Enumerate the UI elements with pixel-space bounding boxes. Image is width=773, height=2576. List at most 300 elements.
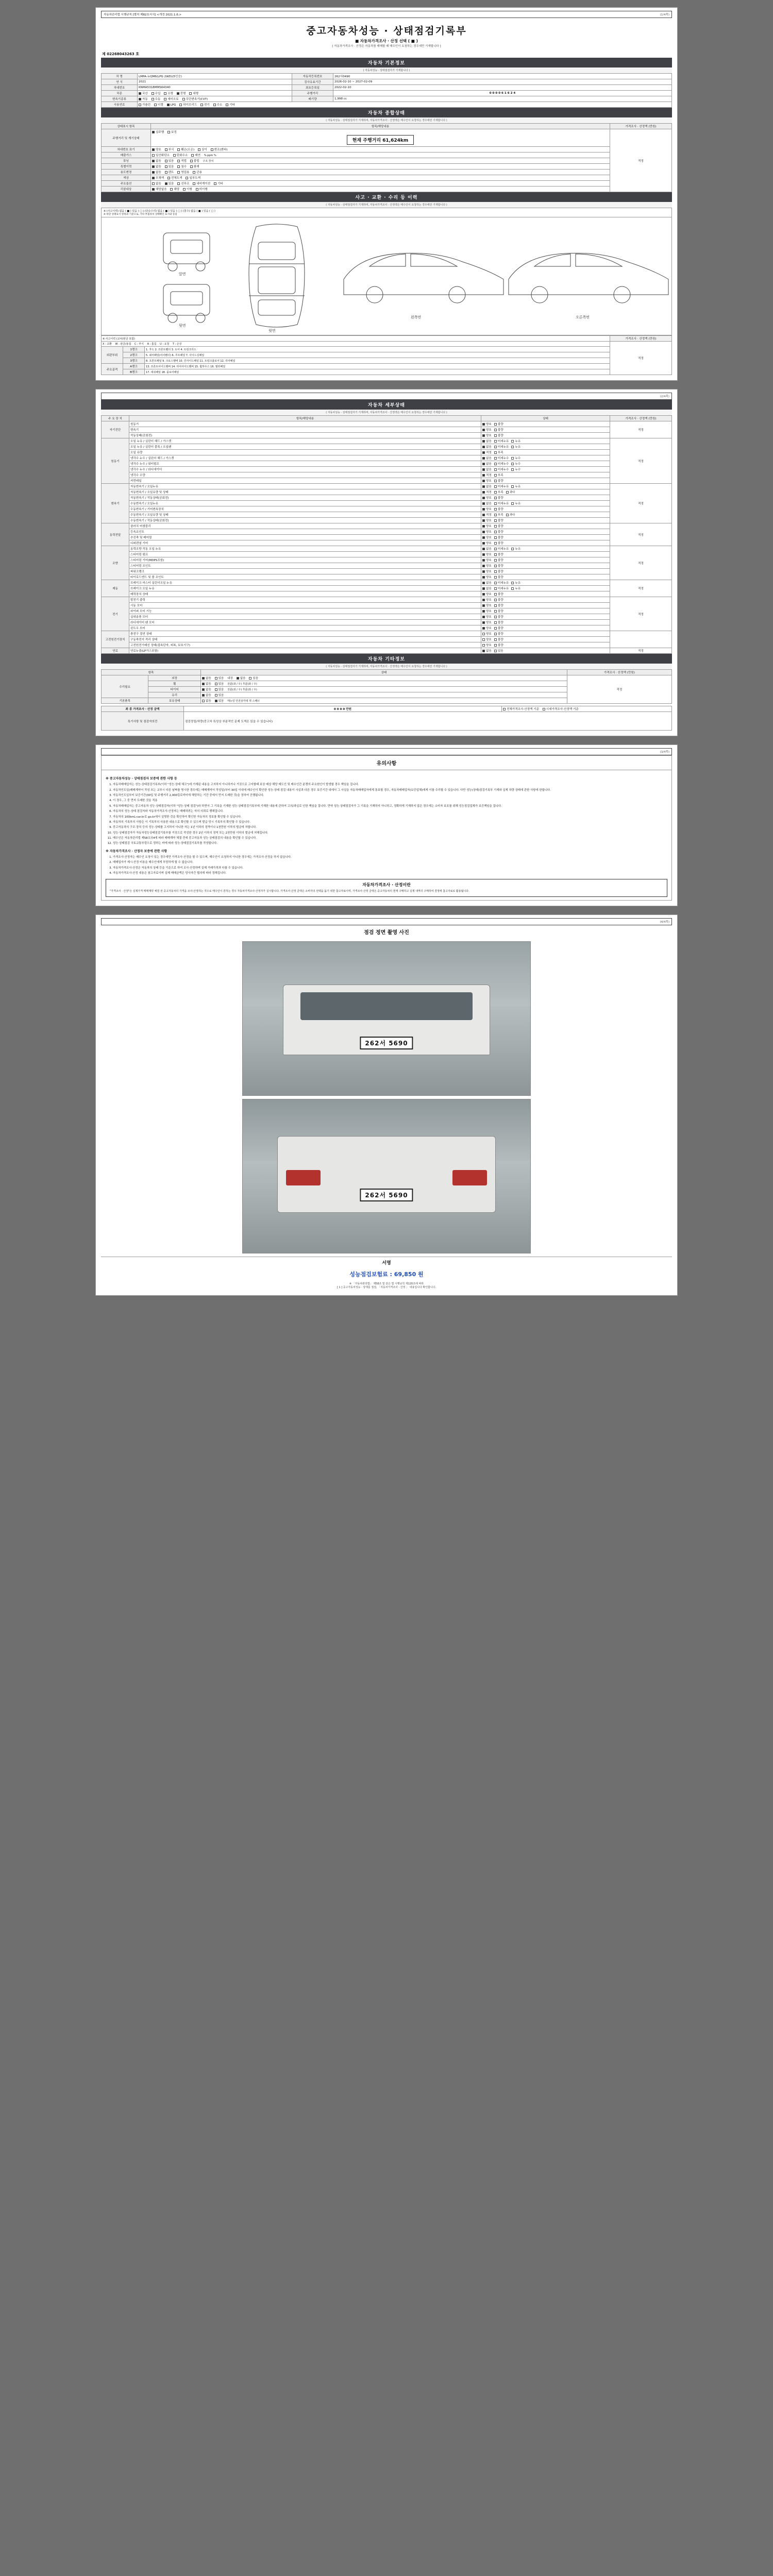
basis-option-1[interactable]: 전체가격조사·산정액 기준 xyxy=(503,707,539,711)
wheel-yes[interactable]: 있음 xyxy=(215,682,224,686)
tuning-option-illegal[interactable]: 불법 xyxy=(190,159,199,163)
checkbox-icon[interactable] xyxy=(494,633,497,635)
parts-group-outer: 외판부위 xyxy=(102,347,123,364)
detail-option-불량[interactable] xyxy=(494,518,503,522)
checkbox-icon[interactable] xyxy=(482,502,485,505)
detail-option-불량[interactable] xyxy=(494,592,503,596)
other-item-basic: 보유상태 xyxy=(148,698,201,704)
checkbox-icon[interactable] xyxy=(494,468,497,471)
exterior-none[interactable]: 없음 xyxy=(202,676,211,680)
checkbox-icon[interactable] xyxy=(511,463,514,465)
overall-row-emission xyxy=(102,152,672,158)
basis-option-2[interactable]: 시세가격조사·산정액 기준 xyxy=(543,707,579,711)
form-legal-strip xyxy=(101,11,672,18)
checkbox-icon[interactable] xyxy=(494,650,497,652)
checkbox-icon[interactable] xyxy=(482,638,485,641)
checkbox-icon[interactable] xyxy=(494,576,497,579)
detail-option-양호[interactable] xyxy=(482,422,492,426)
detail-option-불량[interactable] xyxy=(494,496,503,500)
detail-option-양호[interactable] xyxy=(482,541,492,545)
checkbox-icon[interactable] xyxy=(494,457,497,460)
checkbox-icon[interactable] xyxy=(482,587,485,590)
table-row xyxy=(102,642,672,648)
value-fuel xyxy=(138,102,672,108)
checkbox-icon[interactable] xyxy=(482,440,485,443)
checkbox-icon[interactable] xyxy=(482,621,485,624)
detail-option-미세누유[interactable] xyxy=(494,484,509,488)
detail-option-없음[interactable] xyxy=(482,445,492,449)
overall-value-color xyxy=(151,175,610,181)
checkbox-icon[interactable] xyxy=(482,514,485,516)
detail-option-양호[interactable] xyxy=(482,615,492,619)
detail-option-불량[interactable] xyxy=(494,603,503,607)
checkbox-icon[interactable] xyxy=(494,599,497,601)
checkbox-icon[interactable] xyxy=(494,542,497,545)
wheel-none[interactable]: 없음 xyxy=(202,682,211,686)
history-option-fire[interactable]: 화재 xyxy=(190,164,199,168)
table-row xyxy=(102,603,672,608)
value-plate: 262서0490 xyxy=(333,74,672,79)
checkbox-icon[interactable] xyxy=(511,457,514,460)
grade-option-compact[interactable]: 소형 xyxy=(164,91,173,95)
svg-text:뒷면: 뒷면 xyxy=(179,324,186,328)
detail-option-불량[interactable] xyxy=(494,575,503,579)
detail-option-누수[interactable] xyxy=(511,456,520,460)
overall-row-history xyxy=(102,164,672,170)
detail-option-불량[interactable] xyxy=(494,541,503,545)
checkbox-icon[interactable] xyxy=(482,468,485,471)
vin-option-diff[interactable]: 상이 xyxy=(198,147,207,151)
checkbox-icon[interactable] xyxy=(494,491,497,494)
checkbox-icon[interactable] xyxy=(494,644,497,647)
overall-row-tuning xyxy=(102,158,672,164)
usage-option-none[interactable]: 없음 xyxy=(152,170,161,174)
usage-option-gov[interactable]: 관용 xyxy=(193,170,202,174)
detail-option-있음[interactable] xyxy=(494,649,503,653)
option-navigation[interactable]: 내비게이션 xyxy=(193,181,210,185)
detail-option-미세누수[interactable] xyxy=(494,456,509,460)
checkbox-icon[interactable] xyxy=(506,514,509,516)
detail-option-부족[interactable] xyxy=(494,490,503,494)
detail-option-없음[interactable] xyxy=(482,467,492,471)
checkbox-icon[interactable] xyxy=(482,497,485,499)
checkbox-icon[interactable] xyxy=(482,429,485,431)
detail-option-양호[interactable] xyxy=(482,507,492,511)
detail-option-미세누유[interactable] xyxy=(494,547,509,551)
checkbox-icon[interactable] xyxy=(494,502,497,505)
checkbox-icon[interactable] xyxy=(494,451,497,454)
checkbox-icon[interactable] xyxy=(482,627,485,630)
detail-item-4-0: 동력조향 작동 오일 누유 xyxy=(129,546,481,552)
history-option-none[interactable]: 없음 xyxy=(152,164,161,168)
trans-option-manual[interactable]: 수동 xyxy=(152,97,161,101)
checkbox-icon[interactable] xyxy=(494,440,497,443)
checkbox-icon[interactable] xyxy=(482,434,485,437)
other-item-tire: 타이어 xyxy=(148,687,201,692)
option-none[interactable]: 없음 xyxy=(152,181,161,185)
detail-group-5: 제동 xyxy=(102,580,129,597)
detail-option-부족[interactable] xyxy=(494,473,503,477)
checkbox-icon[interactable] xyxy=(494,485,497,488)
detail-option-불량[interactable] xyxy=(494,564,503,568)
fuel-option-diesel[interactable]: 디젤 xyxy=(154,103,163,107)
detail-option-양호[interactable] xyxy=(482,598,492,602)
detail-option-미세누유[interactable] xyxy=(494,501,509,505)
detail-option-불량[interactable] xyxy=(494,524,503,528)
checkbox-icon[interactable] xyxy=(511,468,514,471)
detail-option-불량[interactable] xyxy=(494,507,503,511)
detail-option-양호[interactable] xyxy=(482,564,492,568)
checkbox-icon[interactable] xyxy=(494,610,497,613)
detail-option-과다[interactable] xyxy=(506,513,515,517)
detail-option-누유[interactable] xyxy=(511,581,520,585)
detail-option-불량[interactable] xyxy=(494,552,503,556)
detail-option-불량[interactable] xyxy=(494,615,503,619)
checkbox-icon[interactable] xyxy=(494,423,497,426)
checkbox-icon[interactable] xyxy=(494,536,497,539)
detail-option-불량[interactable] xyxy=(494,609,503,613)
recall-option-na[interactable]: 해당없음 xyxy=(152,187,167,191)
detail-option-불량[interactable] xyxy=(494,422,503,426)
fuel-option-electric[interactable]: 전기 xyxy=(200,103,210,107)
detail-option-누수[interactable] xyxy=(511,467,520,471)
detail-option-누유[interactable] xyxy=(511,547,520,551)
fuel-option-hydrogen[interactable]: 수소 xyxy=(213,103,223,107)
mileage-option-changed[interactable]: 보정 xyxy=(167,130,177,134)
checkbox-icon[interactable] xyxy=(511,485,514,488)
checkbox-icon[interactable] xyxy=(482,633,485,635)
type-option-domestic[interactable]: 국산 xyxy=(139,91,148,95)
checkbox-icon[interactable] xyxy=(482,559,485,562)
detail-option-label: 불량 xyxy=(497,604,503,607)
detail-option-불량[interactable] xyxy=(494,428,503,432)
option-etc[interactable]: 기타 xyxy=(214,181,223,185)
detail-option-미세누수[interactable] xyxy=(494,467,509,471)
detail-option-양호[interactable] xyxy=(482,609,492,613)
detail-option-label: 양호 xyxy=(486,576,492,579)
checkbox-icon[interactable] xyxy=(494,621,497,624)
detail-option-누유[interactable] xyxy=(511,484,520,488)
checkbox-icon[interactable] xyxy=(494,616,497,618)
color-option-full-repaint[interactable]: 전체도색 xyxy=(167,176,182,180)
checkbox-icon[interactable] xyxy=(482,593,485,596)
table-row xyxy=(102,529,672,535)
checkbox-icon[interactable] xyxy=(482,519,485,522)
checkbox-icon[interactable] xyxy=(482,616,485,618)
detail-option-적정[interactable] xyxy=(482,490,492,494)
detail-option-양호[interactable] xyxy=(482,626,492,630)
checkbox-icon[interactable] xyxy=(482,576,485,579)
detail-option-누유[interactable] xyxy=(511,439,520,443)
total-table xyxy=(101,706,672,731)
detail-price-8: 적정 xyxy=(610,648,672,654)
checkbox-icon[interactable] xyxy=(482,565,485,567)
detail-option-label: 없음 xyxy=(486,440,492,443)
checkbox-icon[interactable] xyxy=(482,463,485,465)
detail-option-불량[interactable] xyxy=(494,632,503,636)
vin-option-damage[interactable]: 훼손(오손) xyxy=(177,147,194,151)
checkbox-icon[interactable] xyxy=(494,587,497,590)
checkbox-icon[interactable] xyxy=(482,548,485,550)
recall-option-done[interactable]: 이행 xyxy=(183,187,192,191)
tire-yes[interactable]: 있음 xyxy=(215,687,224,691)
fuel-option-hybrid[interactable]: 하이브리드 xyxy=(179,103,197,107)
history-option-flood[interactable]: 침수 xyxy=(177,164,187,168)
checkbox-icon[interactable] xyxy=(494,497,497,499)
fee-value: 69,850 원 xyxy=(394,1270,424,1278)
detail-option-없음[interactable] xyxy=(482,649,492,653)
checkbox-icon[interactable] xyxy=(494,531,497,533)
detail-option-없음[interactable] xyxy=(482,501,492,505)
trans-option-cvt[interactable]: 무단변속기(CVT) xyxy=(182,97,208,101)
front-plate: 262서 5690 xyxy=(360,1037,413,1049)
detail-option-불량[interactable] xyxy=(494,535,503,539)
detail-option-없음[interactable] xyxy=(482,484,492,488)
basic-none[interactable]: 없음 xyxy=(202,699,211,703)
checkbox-icon[interactable] xyxy=(482,582,485,584)
checkbox-icon[interactable] xyxy=(494,638,497,641)
fuel-option-lpg[interactable]: LPG xyxy=(167,104,176,107)
detail-option-과다[interactable] xyxy=(506,490,515,494)
checkbox-icon[interactable] xyxy=(511,502,514,505)
detail-option-불량[interactable] xyxy=(494,643,503,647)
vin-option-corrosion[interactable]: 부식 xyxy=(165,147,174,151)
detail-option-불량[interactable] xyxy=(494,598,503,602)
exterior-yes[interactable]: 있음 xyxy=(215,676,224,680)
detail-option-양호[interactable] xyxy=(482,530,492,534)
type-option-import[interactable]: 수입 xyxy=(152,91,161,95)
notices-title: 유의사항 xyxy=(101,755,672,770)
interior-none[interactable]: 없음 xyxy=(237,676,246,680)
detail-option-불량[interactable] xyxy=(494,626,503,630)
detail-option-부족[interactable] xyxy=(494,450,503,454)
detail-option-부족[interactable] xyxy=(494,513,503,517)
detail-option-양호[interactable] xyxy=(482,569,492,573)
checkbox-icon[interactable] xyxy=(482,508,485,511)
checkbox-icon[interactable] xyxy=(511,548,514,550)
detail-option-양호[interactable] xyxy=(482,535,492,539)
detail-option-없음[interactable] xyxy=(482,462,492,466)
detail-option-label: 누수 xyxy=(515,463,521,466)
checkbox-icon[interactable] xyxy=(494,474,497,477)
detail-option-label: 누유 xyxy=(515,446,521,449)
detail-option-불량[interactable] xyxy=(494,433,503,437)
checkbox-icon[interactable] xyxy=(482,542,485,545)
detail-option-적정[interactable] xyxy=(482,473,492,477)
detail-option-label: 불량 xyxy=(497,644,503,647)
detail-option-없음[interactable] xyxy=(482,586,492,590)
detail-option-양호[interactable] xyxy=(482,632,492,636)
detail-state-3-0 xyxy=(481,523,610,529)
emission-option-hc[interactable]: 탄화수소 xyxy=(173,153,188,157)
detail-option-누유[interactable] xyxy=(511,586,520,590)
detail-option-양호[interactable] xyxy=(482,575,492,579)
checkbox-icon[interactable] xyxy=(482,536,485,539)
checkbox-icon[interactable] xyxy=(482,480,485,482)
detail-option-미세누유[interactable] xyxy=(494,445,509,449)
recall-option-yes[interactable]: 해당 xyxy=(170,187,179,191)
legend-w: W : 판금/용접 xyxy=(115,343,131,346)
detail-item-3-0: 클러치 어셈블리 xyxy=(129,523,481,529)
detail-option-양호[interactable] xyxy=(482,479,492,483)
detail-item-1-2: 오일 유량 xyxy=(129,450,481,455)
detail-option-양호[interactable] xyxy=(482,643,492,647)
detail-option-양호[interactable] xyxy=(482,518,492,522)
detail-option-적정[interactable] xyxy=(482,513,492,517)
detail-option-label: 양호 xyxy=(486,621,492,624)
checkbox-icon[interactable] xyxy=(482,485,485,488)
detail-option-label: 양호 xyxy=(486,519,492,522)
usage-option-rent[interactable]: 렌트 xyxy=(165,170,174,174)
checkbox-icon[interactable] xyxy=(494,593,497,596)
detail-option-양호[interactable] xyxy=(482,524,492,528)
checkbox-icon[interactable] xyxy=(482,553,485,556)
tire-none[interactable]: 없음 xyxy=(202,687,211,691)
checkbox-icon[interactable] xyxy=(494,525,497,528)
grade-option-mid[interactable]: 중형 xyxy=(177,91,186,95)
photo-rear xyxy=(242,1099,531,1253)
detail-option-양호[interactable] xyxy=(482,620,492,624)
fuel-option-gasoline[interactable]: 가솔린 xyxy=(139,103,150,107)
detail-option-적정[interactable] xyxy=(482,450,492,454)
detail-option-없음[interactable] xyxy=(482,547,492,551)
checkbox-icon[interactable] xyxy=(482,474,485,477)
fuel-option-etc[interactable]: 기타 xyxy=(226,103,235,107)
checkbox-icon[interactable] xyxy=(482,604,485,607)
checkbox-icon[interactable] xyxy=(482,491,485,494)
checkbox-icon[interactable] xyxy=(482,451,485,454)
detail-option-양호[interactable] xyxy=(482,592,492,596)
checkbox-icon[interactable] xyxy=(482,570,485,573)
detail-option-미세누유[interactable] xyxy=(494,586,509,590)
detail-option-불량[interactable] xyxy=(494,530,503,534)
grade-option-large[interactable]: 대형 xyxy=(189,91,198,95)
checkbox-icon[interactable] xyxy=(506,491,509,494)
checkbox-icon[interactable] xyxy=(482,610,485,613)
detail-option-누유[interactable] xyxy=(511,445,520,449)
mileage-option-real[interactable]: 실주행 xyxy=(152,130,164,134)
checkbox-icon[interactable] xyxy=(494,627,497,630)
parts-group-frame: 주요골격 xyxy=(102,364,123,375)
checkbox-icon[interactable] xyxy=(494,519,497,522)
checkbox-icon[interactable] xyxy=(482,525,485,528)
accident-price-label: 가격조사 · 산정액 (만원) xyxy=(610,336,672,342)
notice-item: 6. 자동차의 성능·상태 점검자와 자동차가격조사·산정자는 매매하려는 자의 의뢰로 행해집니다. xyxy=(113,809,667,814)
option-yes[interactable]: 있음 xyxy=(165,181,174,185)
checkbox-icon[interactable] xyxy=(482,423,485,426)
checkbox-icon[interactable] xyxy=(494,463,497,465)
detail-option-양호[interactable] xyxy=(482,496,492,500)
detail-item-6-4: 라디에이터 팬 모터 xyxy=(129,620,481,625)
detail-option-양호[interactable] xyxy=(482,558,492,562)
checkbox-icon[interactable] xyxy=(494,565,497,567)
table-row xyxy=(102,501,672,506)
detail-option-누유[interactable] xyxy=(511,501,520,505)
detail-option-미세누유[interactable] xyxy=(494,581,509,585)
detail-option-양호[interactable] xyxy=(482,428,492,432)
detail-state-2-2 xyxy=(481,495,610,501)
checkbox-icon[interactable] xyxy=(511,582,514,584)
trans-option-semi[interactable]: 세미오토 xyxy=(164,97,179,101)
glass-yes[interactable]: 있음 xyxy=(215,693,224,697)
glass-none[interactable]: 없음 xyxy=(202,693,211,697)
detail-option-label: 적정 xyxy=(486,491,492,494)
overall-value-history xyxy=(151,164,610,170)
checkbox-icon[interactable] xyxy=(482,531,485,533)
checkbox-icon[interactable] xyxy=(494,553,497,556)
checkbox-icon[interactable] xyxy=(482,446,485,448)
checkbox-icon[interactable] xyxy=(482,457,485,460)
usage-option-business[interactable]: 영업용 xyxy=(177,170,189,174)
page3-strip xyxy=(101,748,672,755)
history-option-yes[interactable]: 있음 xyxy=(165,164,174,168)
tuning-option-legal[interactable]: 적법 xyxy=(177,159,187,163)
detail-option-양호[interactable] xyxy=(482,637,492,641)
trans-option-auto[interactable]: 자동 xyxy=(139,97,148,101)
interior-yes[interactable]: 있음 xyxy=(249,676,258,680)
checkbox-icon[interactable] xyxy=(511,587,514,590)
checkbox-icon[interactable] xyxy=(482,644,485,647)
detail-option-누수[interactable] xyxy=(511,462,520,466)
detail-option-label: 있음 xyxy=(497,650,503,653)
checkbox-icon[interactable] xyxy=(494,446,497,448)
detail-option-양호[interactable] xyxy=(482,433,492,437)
vin-option-good[interactable]: 양호 xyxy=(152,147,161,151)
checkbox-icon[interactable] xyxy=(494,429,497,431)
detail-option-label: 불량 xyxy=(497,599,503,602)
checkbox-icon[interactable] xyxy=(494,508,497,511)
checkbox-icon[interactable] xyxy=(511,446,514,448)
detail-option-미세누유[interactable] xyxy=(494,439,509,443)
checkbox-icon[interactable] xyxy=(494,514,497,516)
detail-option-불량[interactable] xyxy=(494,637,503,641)
color-option-plain[interactable]: 무채색 xyxy=(152,176,164,180)
checkbox-icon[interactable] xyxy=(482,650,485,652)
detail-option-불량[interactable] xyxy=(494,620,503,624)
checkbox-icon[interactable] xyxy=(482,599,485,601)
detail-option-없음[interactable] xyxy=(482,456,492,460)
checkbox-icon[interactable] xyxy=(494,570,497,573)
detail-option-없음[interactable] xyxy=(482,581,492,585)
table-row xyxy=(102,540,672,546)
tuning-option-none[interactable]: 없음 xyxy=(152,159,161,163)
checkbox-icon[interactable] xyxy=(494,559,497,562)
recall-option-notdone[interactable]: 미이행 xyxy=(196,187,208,191)
checkbox-icon[interactable] xyxy=(494,604,497,607)
detail-option-양호[interactable] xyxy=(482,603,492,607)
option-sunroof[interactable]: 선루프 xyxy=(177,181,189,185)
detail-option-양호[interactable] xyxy=(482,552,492,556)
vin-option-altered[interactable]: 변조(변타) xyxy=(211,147,228,151)
color-option-part-repaint[interactable]: 일부도색 xyxy=(186,176,200,180)
checkbox-icon[interactable] xyxy=(494,548,497,550)
detail-option-불량[interactable] xyxy=(494,569,503,573)
checkbox-icon[interactable] xyxy=(494,582,497,584)
checkbox-icon[interactable] xyxy=(511,440,514,443)
basic-yes[interactable]: 있음 xyxy=(215,699,224,703)
checkbox-icon[interactable] xyxy=(494,434,497,437)
detail-option-불량[interactable] xyxy=(494,479,503,483)
detail-option-미세누수[interactable] xyxy=(494,462,509,466)
emission-option-co[interactable]: 일산화탄소 xyxy=(152,153,170,157)
checkbox-icon[interactable] xyxy=(494,480,497,482)
emission-option-smoke[interactable]: 매연 xyxy=(191,153,200,157)
accident-legend-table xyxy=(101,335,672,375)
tuning-option-yes[interactable]: 있음 xyxy=(165,159,174,163)
detail-option-없음[interactable] xyxy=(482,439,492,443)
detail-option-불량[interactable] xyxy=(494,558,503,562)
page-subtitle: ■ 자동차가격조사 · 산정 선택 ( ■ ) xyxy=(355,39,418,43)
